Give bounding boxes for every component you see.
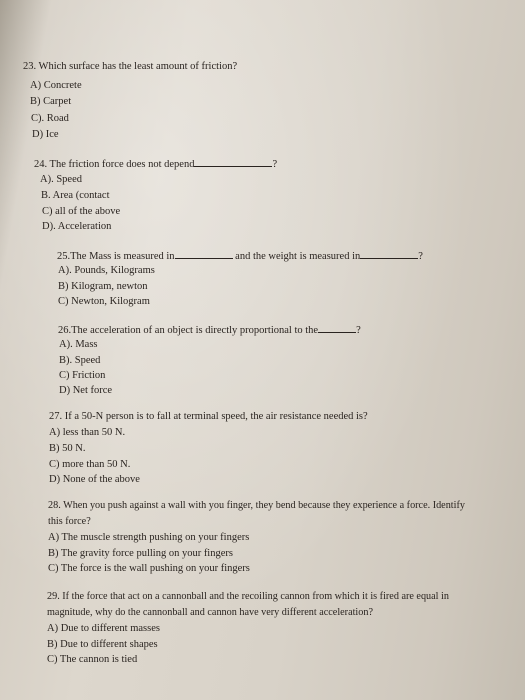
question-23-option-d: D) Ice (32, 129, 59, 140)
question-26-option-b: B). Speed (59, 355, 101, 366)
question-27-option-c: C) more than 50 N. (49, 459, 131, 470)
question-23-option-b: B) Carpet (30, 96, 72, 107)
question-24-stem (34, 158, 277, 171)
question-28-stem-line1: 28. When you push against a wall with you finger, they bend because they experience a force. Identify (48, 500, 465, 511)
question-24-stem-end: ? (272, 159, 278, 170)
question-25-option-a: A). Pounds, Kilograms (58, 265, 155, 276)
question-23-option-c: C). Road (31, 113, 69, 124)
question-26-stem (58, 324, 361, 337)
question-26-stem-text: 26.The acceleration of an object is directly proportional to the (58, 325, 319, 336)
answer-blank (175, 250, 233, 259)
question-27-option-a: A) less than 50 N. (49, 427, 126, 438)
question-24-stem-text: 24. The friction force does not depend (34, 159, 195, 170)
answer-blank (318, 324, 356, 333)
question-25-stem (57, 250, 423, 263)
question-26-option-d: D) Net force (59, 385, 113, 396)
question-27-stem: 27. If a 50-N person is to fall at terminal speed, the air resistance needed is? (49, 411, 368, 422)
question-25-option-c: C) Newton, Kilogram (58, 296, 150, 307)
question-25-option-b: B) Kilogram, newton (58, 281, 148, 292)
question-28-option-c: C) The force is the wall pushing on your fingers (48, 563, 250, 574)
question-27-option-d: D) None of the above (49, 474, 140, 485)
question-24-option-d: D). Acceleration (42, 221, 112, 232)
question-23-stem: 23. Which surface has the least amount of friction? (23, 61, 238, 72)
question-24-option-c: C) all of the above (42, 206, 121, 217)
question-26-stem-end: ? (356, 325, 361, 336)
answer-blank (194, 158, 272, 167)
question-27-option-b: B) 50 N. (49, 443, 86, 454)
question-29-option-a: A) Due to different masses (47, 623, 160, 634)
question-29-option-b: B) Due to different shapes (47, 639, 158, 650)
question-24-option-b: B. Area (contact (41, 190, 110, 201)
question-25-stem-end: ? (418, 251, 423, 262)
question-25-stem-part2: and the weight is measured in (235, 251, 361, 262)
question-24-option-a: A). Speed (40, 174, 82, 185)
question-26-option-a: A). Mass (59, 339, 98, 350)
question-28-stem-line2: this force? (48, 516, 91, 527)
question-23-option-a: A) Concrete (30, 80, 82, 91)
question-28-option-a: A) The muscle strength pushing on your fingers (48, 532, 250, 543)
question-26-option-c: C) Friction (59, 370, 106, 381)
question-28-option-b: B) The gravity force pulling on your fingers (48, 548, 233, 559)
question-29-stem-line1: 29. If the force that act on a cannonball and the recoiling cannon from which it is fired are equal in (47, 591, 449, 602)
question-29-stem-line2: magnitude, why do the cannonball and cannon have very different acceleration? (47, 607, 373, 618)
question-25-stem-part1: 25.The Mass is measured in (57, 251, 175, 262)
question-29-option-c: C) The cannon is tied (47, 654, 138, 665)
answer-blank (360, 250, 418, 259)
